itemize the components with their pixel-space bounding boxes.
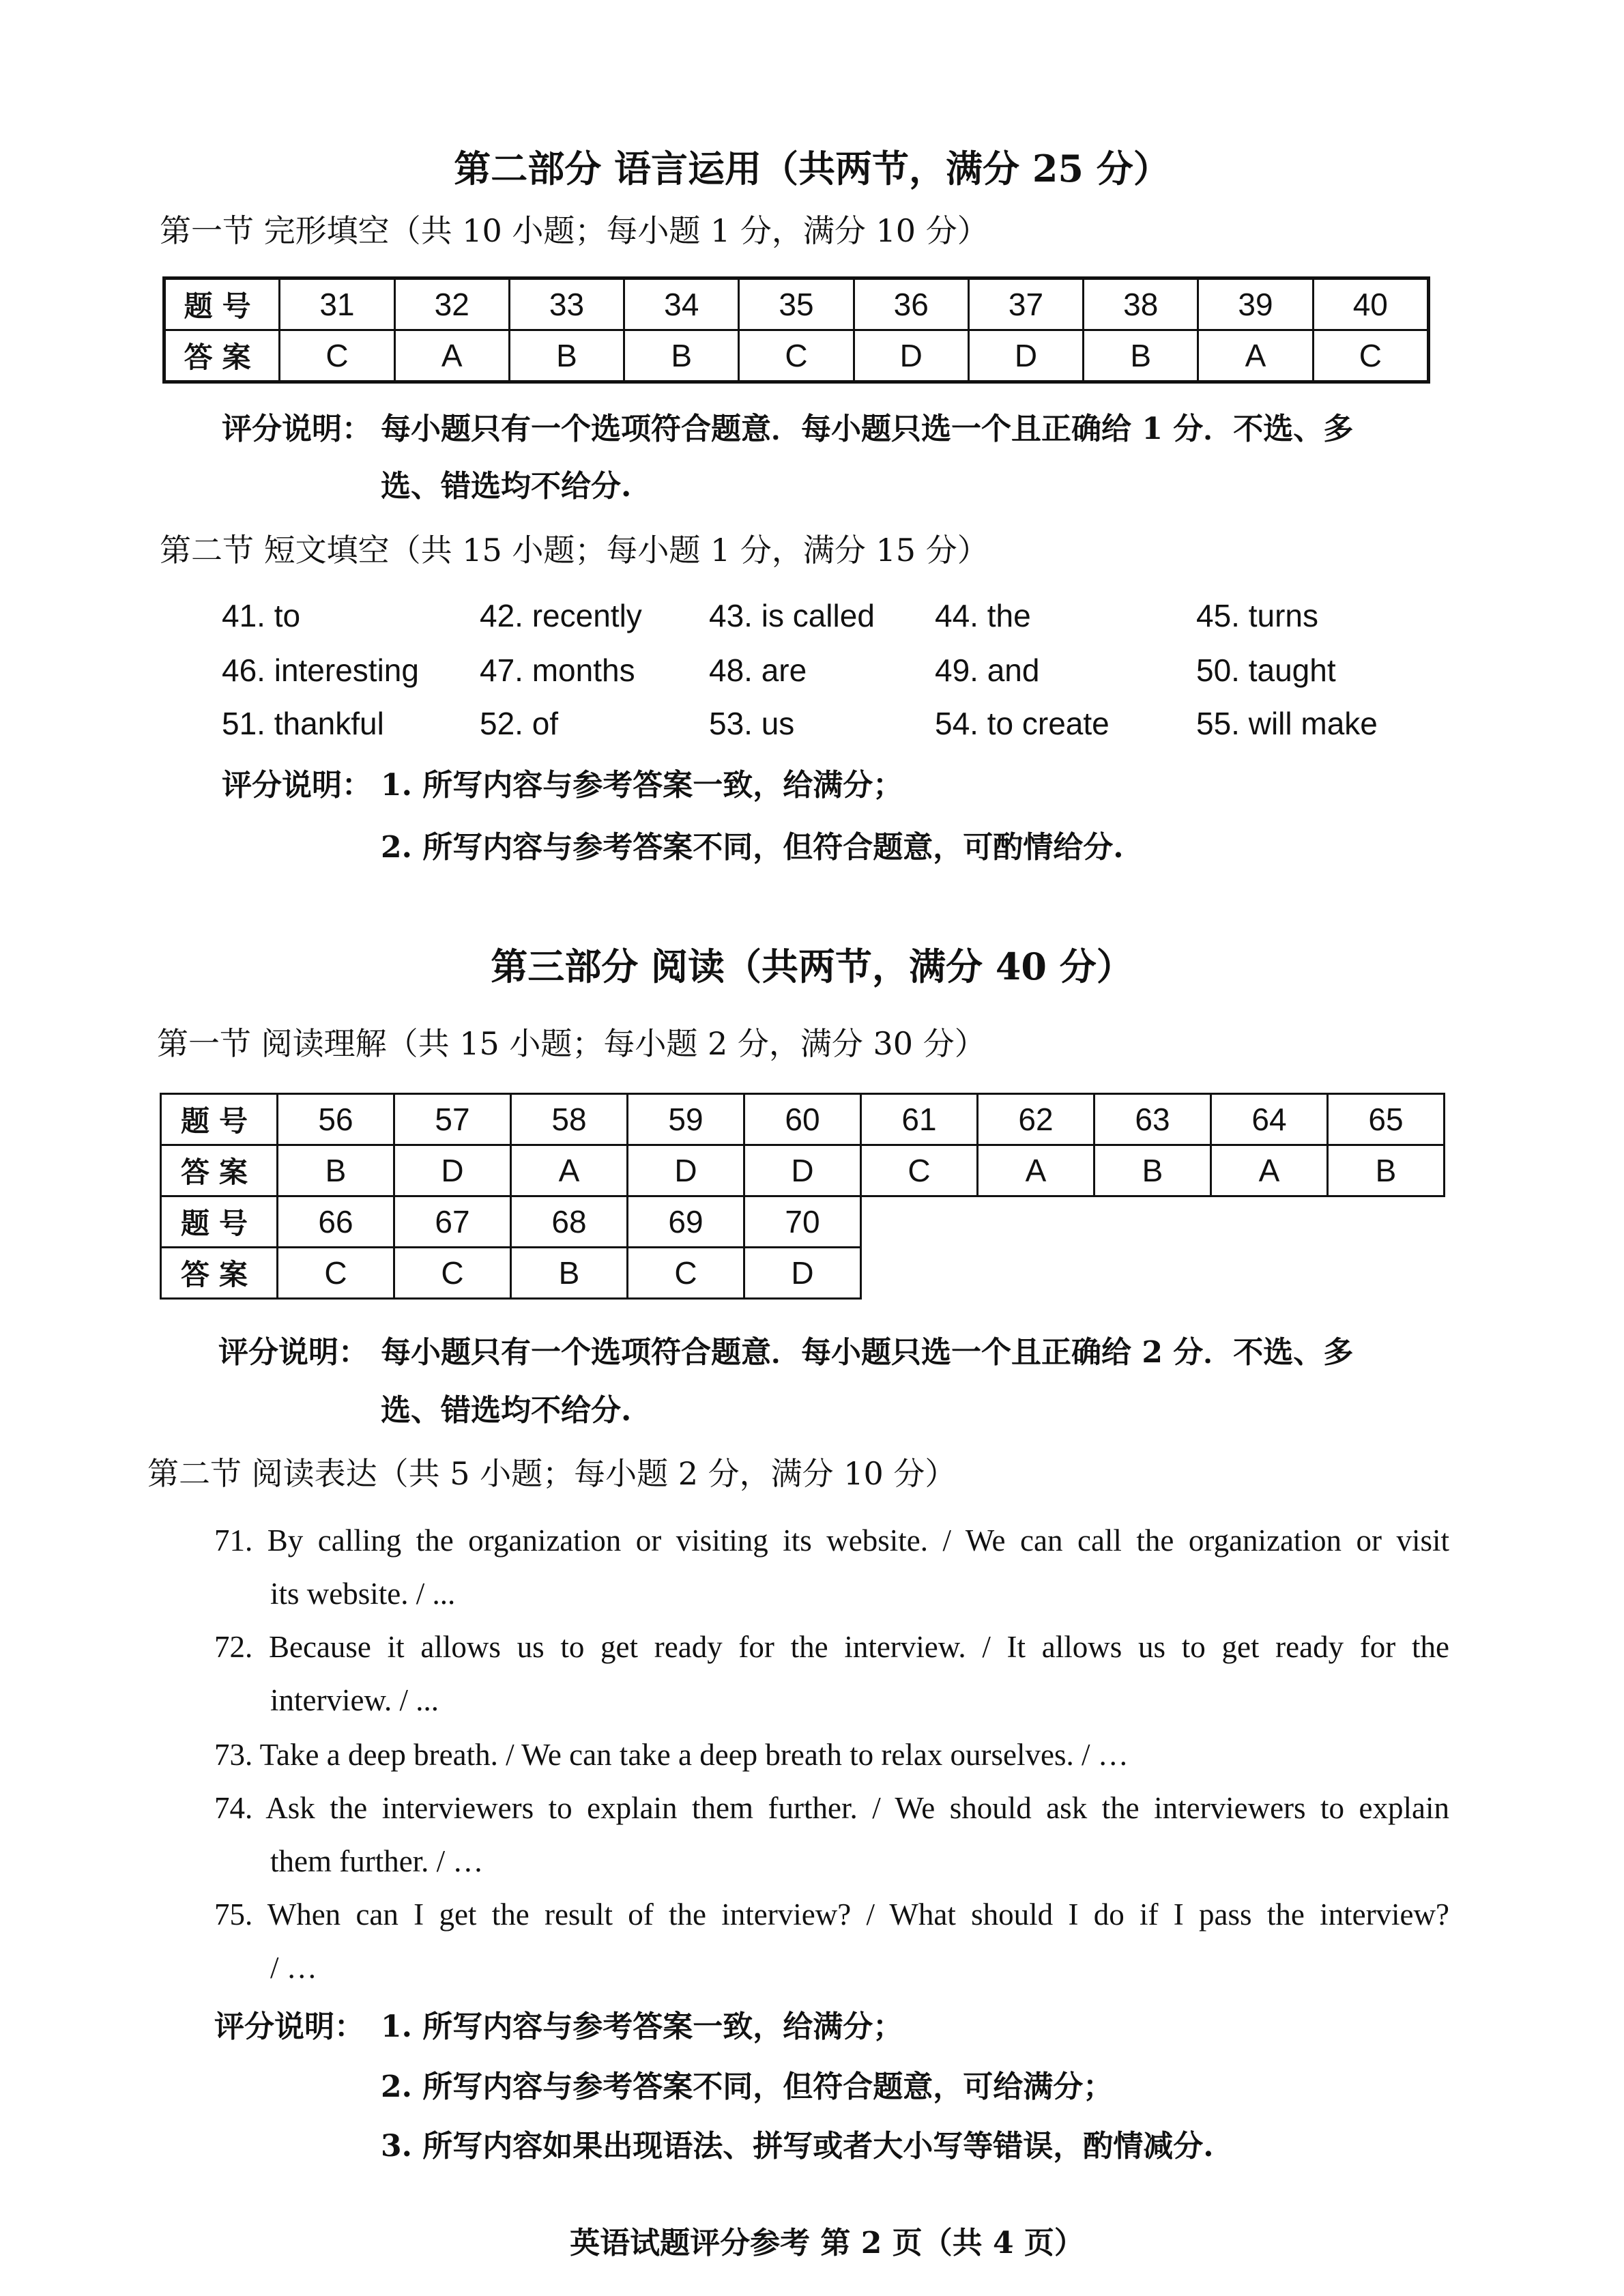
fill-answer: 45. turns xyxy=(1196,598,1318,633)
answer-item xyxy=(214,1620,1449,1727)
question-number-cell: 35 xyxy=(739,278,854,330)
answer-cell: D xyxy=(394,1145,511,1196)
scoring-note: 1. 所写内容与参考答案一致，给满分； xyxy=(381,768,903,803)
fill-answer: 54. to create xyxy=(935,706,1110,741)
empty-cell xyxy=(861,1248,978,1299)
question-number-cell: 59 xyxy=(628,1094,744,1145)
fill-answer: 42. recently xyxy=(480,598,642,633)
answer-item xyxy=(214,1514,1449,1620)
question-number-cell: 38 xyxy=(1084,278,1198,330)
answer-cell: B xyxy=(1084,330,1198,382)
fill-answer: 53. us xyxy=(709,706,795,741)
fill-answer: 43. is called xyxy=(709,598,875,633)
empty-cell xyxy=(1211,1248,1328,1299)
fill-answer: 50. taught xyxy=(1196,652,1336,688)
answer-cell: B xyxy=(1328,1145,1445,1196)
answer-cell: B xyxy=(624,330,739,382)
table-row-numbers xyxy=(161,1094,1445,1145)
reading-answer-table xyxy=(160,1093,1445,1300)
answer-cell: C xyxy=(394,1248,511,1299)
answer-item xyxy=(214,1728,1449,1781)
answer-cell: B xyxy=(511,1248,628,1299)
row-label: 题号 xyxy=(164,278,280,330)
empty-cell xyxy=(1328,1196,1445,1248)
answer-cell: A xyxy=(511,1145,628,1196)
answer-cell: C xyxy=(280,330,394,382)
question-number-cell: 31 xyxy=(280,278,394,330)
question-number-cell: 64 xyxy=(1211,1094,1328,1145)
empty-cell xyxy=(978,1196,1094,1248)
table-row-answers xyxy=(164,330,1429,382)
empty-cell xyxy=(1094,1248,1211,1299)
part3-title: 第三部分 阅读（共两节，满分 40 分） xyxy=(491,945,1133,988)
answer-item-text: 71. By calling the organization or visiting its website. / We can call the organization or visit xyxy=(214,1523,1449,1558)
question-number-cell: 70 xyxy=(744,1196,861,1248)
question-number-cell: 60 xyxy=(744,1094,861,1145)
answer-item-text: 73. Take a deep breath. / We can take a deep breath to relax ourselves. / … xyxy=(214,1738,1129,1772)
question-number-cell: 40 xyxy=(1313,278,1428,330)
answer-item xyxy=(214,1888,1449,1994)
question-number-cell: 56 xyxy=(278,1094,394,1145)
question-number-cell: 61 xyxy=(861,1094,978,1145)
scoring-note: 选、错选均不给分. xyxy=(381,1393,632,1428)
row-label: 答案 xyxy=(161,1145,278,1196)
table-row-numbers xyxy=(164,278,1429,330)
scoring-note-label: 评分说明： xyxy=(218,1335,368,1370)
answer-cell: D xyxy=(628,1145,744,1196)
row-label: 答案 xyxy=(161,1248,278,1299)
question-number-cell: 39 xyxy=(1198,278,1313,330)
row-label: 答案 xyxy=(164,330,280,382)
answer-item-continuation: its website. / ... xyxy=(270,1577,456,1611)
question-number-cell: 63 xyxy=(1094,1094,1211,1145)
scoring-note: 2. 所写内容与参考答案不同，但符合题意，可给满分； xyxy=(381,2069,1114,2104)
answer-cell: C xyxy=(861,1145,978,1196)
question-number-cell: 57 xyxy=(394,1094,511,1145)
question-number-cell: 36 xyxy=(854,278,968,330)
answer-cell: D xyxy=(854,330,968,382)
scoring-note-label: 评分说明： xyxy=(222,768,372,803)
fill-answer: 46. interesting xyxy=(222,652,419,688)
answer-item-text: 75. When can I get the result of the interview? / What should I do if I pass the interview? xyxy=(214,1897,1449,1932)
part3-section1-heading: 第一节 阅读理解（共 15 小题；每小题 2 分，满分 30 分） xyxy=(157,1025,986,1062)
empty-cell xyxy=(978,1248,1094,1299)
fill-answer: 51. thankful xyxy=(222,706,384,741)
scoring-note: 每小题只有一个选项符合题意．每小题只选一个且正确给 2 分．不选、多 xyxy=(381,1335,1354,1370)
answer-item-continuation: them further. / … xyxy=(270,1844,484,1878)
scoring-note-label: 评分说明： xyxy=(222,412,372,446)
question-number-cell: 62 xyxy=(978,1094,1094,1145)
answer-cell: D xyxy=(744,1248,861,1299)
answer-item-text: 74. Ask the interviewers to explain them further. / We should ask the interviewers to explain xyxy=(214,1791,1449,1825)
empty-cell xyxy=(1211,1196,1328,1248)
answer-item-continuation: interview. / ... xyxy=(270,1683,439,1717)
answer-cell: A xyxy=(1211,1145,1328,1196)
fill-answer: 48. are xyxy=(709,652,807,688)
answer-cell: B xyxy=(278,1145,394,1196)
fill-answer: 49. and xyxy=(935,652,1040,688)
fill-answer: 44. the xyxy=(935,598,1031,633)
scoring-note-label: 评分说明： xyxy=(214,2009,364,2044)
question-number-cell: 37 xyxy=(968,278,1083,330)
question-number-cell: 66 xyxy=(278,1196,394,1248)
part3-section2-heading: 第二节 阅读表达（共 5 小题；每小题 2 分，满分 10 分） xyxy=(147,1455,957,1492)
cloze-answer-table xyxy=(162,276,1430,384)
question-number-cell: 33 xyxy=(509,278,624,330)
answer-cell: D xyxy=(968,330,1083,382)
page-footer: 英语试题评分参考 第 2 页（共 4 页） xyxy=(570,2226,1084,2261)
answer-item-text: 72. Because it allows us to get ready for the interview. / It allows us to get ready for the xyxy=(214,1630,1449,1664)
answer-cell: B xyxy=(509,330,624,382)
question-number-cell: 68 xyxy=(511,1196,628,1248)
fill-answer: 41. to xyxy=(222,598,301,633)
answer-cell: A xyxy=(978,1145,1094,1196)
question-number-cell: 65 xyxy=(1328,1094,1445,1145)
table-row-numbers xyxy=(161,1196,1445,1248)
answer-cell: D xyxy=(744,1145,861,1196)
answer-cell: C xyxy=(1313,330,1428,382)
scoring-note: 选、错选均不给分. xyxy=(381,469,632,504)
question-number-cell: 34 xyxy=(624,278,739,330)
answer-item-continuation: / … xyxy=(270,1951,317,1985)
question-number-cell: 32 xyxy=(394,278,509,330)
fill-answer: 55. will make xyxy=(1196,706,1378,741)
empty-cell xyxy=(1094,1196,1211,1248)
answer-cell: B xyxy=(1094,1145,1211,1196)
answer-cell: A xyxy=(394,330,509,382)
empty-cell xyxy=(861,1196,978,1248)
answer-cell: C xyxy=(628,1248,744,1299)
scoring-note: 3. 所写内容如果出现语法、拼写或者大小写等错误，酌情减分. xyxy=(381,2129,1214,2164)
part2-title: 第二部分 语言运用（共两节，满分 25 分） xyxy=(454,147,1170,190)
answer-item xyxy=(214,1781,1449,1888)
table-row-answers xyxy=(161,1248,1445,1299)
part2-section2-heading: 第二节 短文填空（共 15 小题；每小题 1 分，满分 15 分） xyxy=(160,532,989,569)
row-label: 题号 xyxy=(161,1094,278,1145)
fill-answer: 47. months xyxy=(480,652,635,688)
question-number-cell: 58 xyxy=(511,1094,628,1145)
empty-cell xyxy=(1328,1248,1445,1299)
question-number-cell: 67 xyxy=(394,1196,511,1248)
answer-cell: C xyxy=(278,1248,394,1299)
answer-cell: C xyxy=(739,330,854,382)
answer-cell: A xyxy=(1198,330,1313,382)
part2-section1-heading: 第一节 完形填空（共 10 小题；每小题 1 分，满分 10 分） xyxy=(160,212,989,249)
scoring-note: 2. 所写内容与参考答案不同，但符合题意，可酌情给分. xyxy=(381,830,1124,865)
scoring-note: 每小题只有一个选项符合题意．每小题只选一个且正确给 1 分．不选、多 xyxy=(381,412,1354,446)
fill-answer: 52. of xyxy=(480,706,559,741)
scoring-note: 1. 所写内容与参考答案一致，给满分； xyxy=(381,2009,903,2044)
question-number-cell: 69 xyxy=(628,1196,744,1248)
row-label: 题号 xyxy=(161,1196,278,1248)
table-row-answers xyxy=(161,1145,1445,1196)
